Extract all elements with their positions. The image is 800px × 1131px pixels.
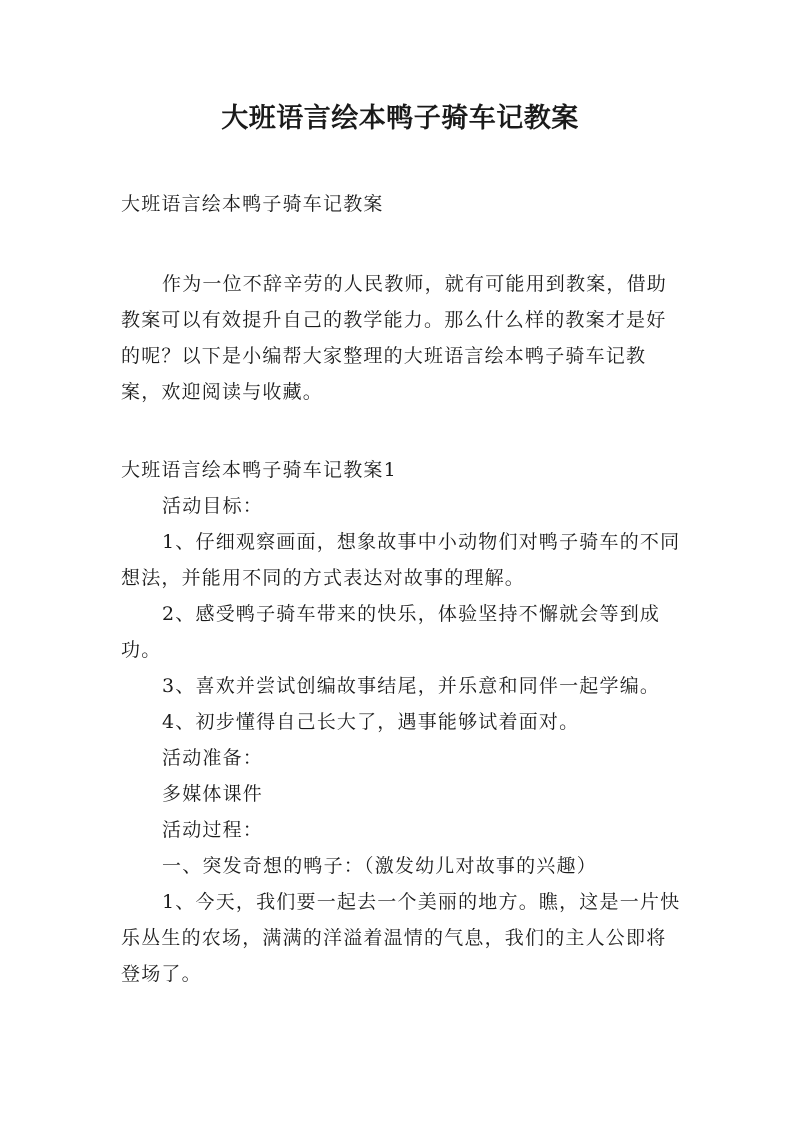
- document-body: [121, 186, 681, 992]
- prep-label: 活动准备：: [162, 747, 264, 769]
- process-label: 活动过程：: [162, 819, 264, 841]
- step-item: 1、今天，我们要一起去一个美丽的地方。瞧，这是一片快乐丛生的农场，满满的洋溢着温情的气息，我们的主人公即将登场了。: [121, 891, 681, 985]
- step-heading: 一、突发奇想的鸭子：（激发幼儿对故事的兴趣）: [162, 855, 597, 877]
- document-subtitle: 大班语言绘本鸭子骑车记教案: [121, 193, 384, 215]
- intro-paragraph: 作为一位不辞辛劳的人民教师，就有可能用到教案，借助教案可以有效提升自己的教学能力。那么什么样的教案才是好的呢？以下是小编帮大家整理的大班语言绘本鸭子骑车记教案，欢迎阅读与收藏。: [121, 273, 668, 403]
- goal-item: 2、感受鸭子骑车带来的快乐，体验坚持不懈就会等到成功。: [121, 603, 661, 661]
- section-heading: 大班语言绘本鸭子骑车记教案1: [121, 459, 397, 481]
- goal-item: 1、仔细观察画面，想象故事中小动物们对鸭子骑车的不同想法，并能用不同的方式表达对故事的理解。: [121, 531, 681, 589]
- goals-label: 活动目标：: [162, 495, 264, 517]
- goal-item: 3、喜欢并尝试创编故事结尾，并乐意和同伴一起学编。: [162, 675, 661, 697]
- document-title: 大班语言绘本鸭子骑车记教案: [221, 103, 579, 134]
- goal-item: 4、初步懂得自己长大了，遇事能够试着面对。: [162, 711, 580, 733]
- prep-item: 多媒体课件: [162, 783, 264, 805]
